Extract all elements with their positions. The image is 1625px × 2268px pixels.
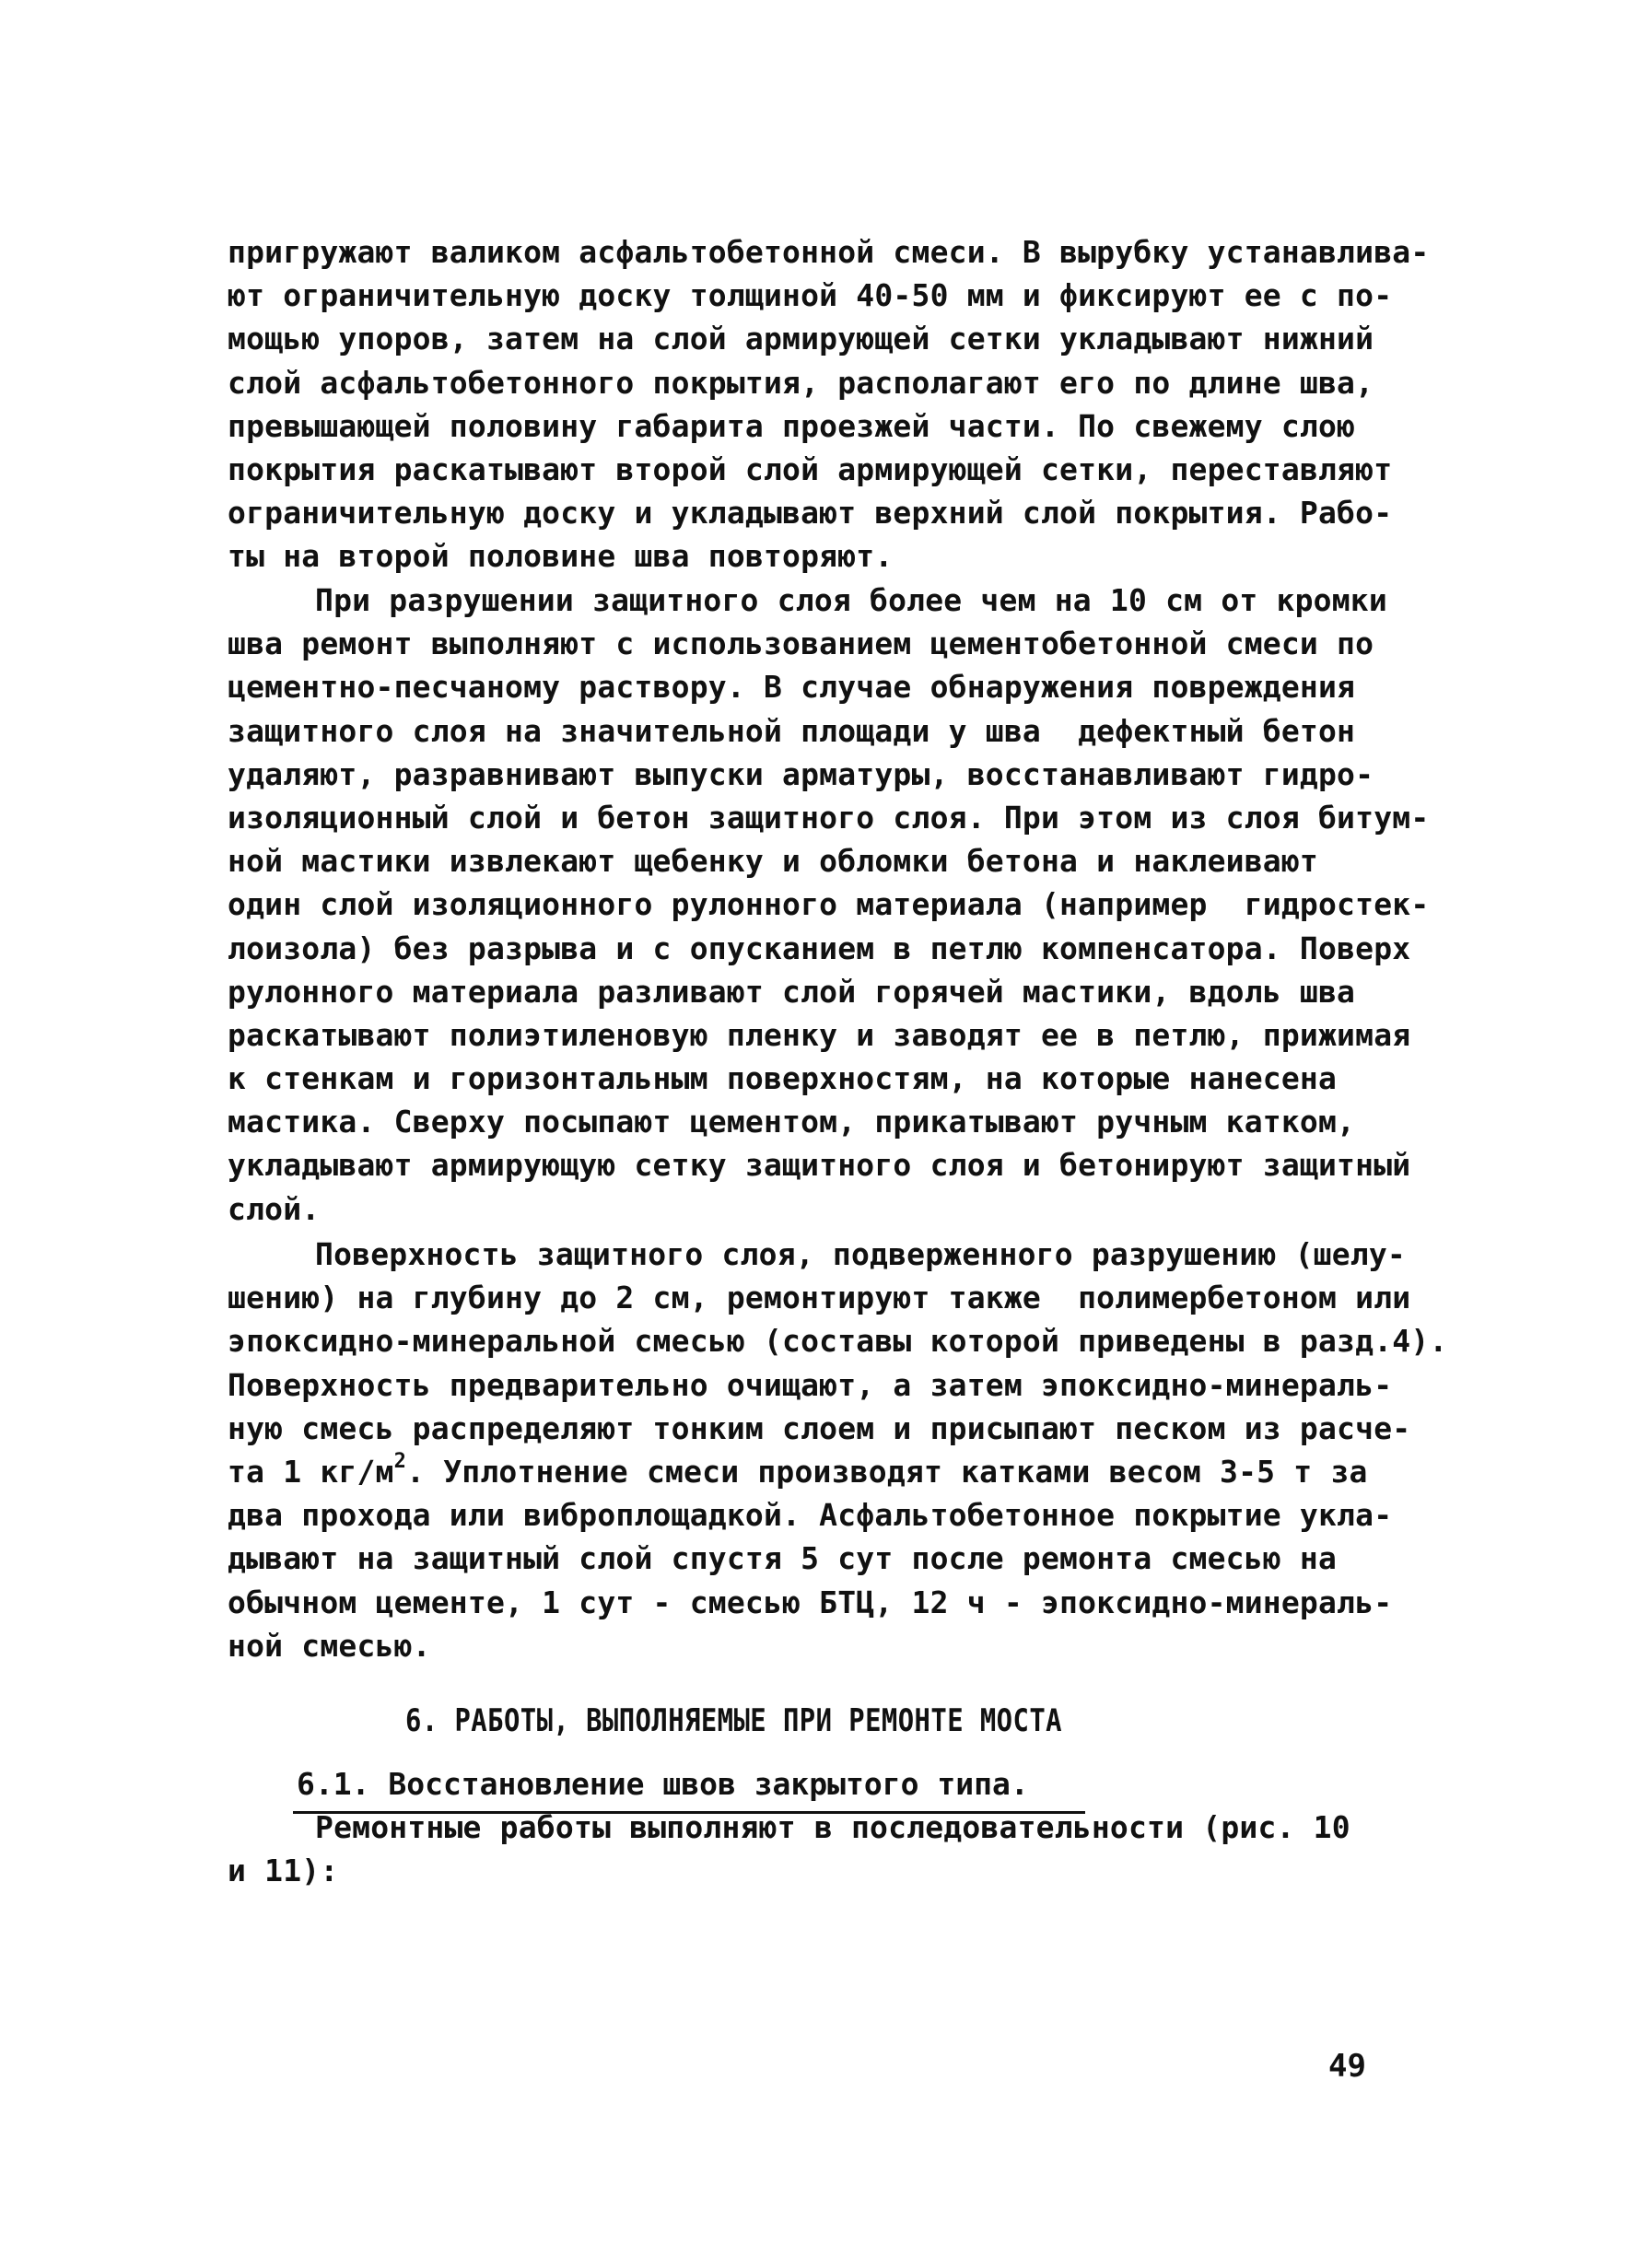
text-line: пригружают валиком асфальтобетонной смеси. В вырубку устанавлива- [228,234,1430,270]
unit-exponent: 2 [393,1449,407,1473]
text-line: ную смесь распределяют тонким слоем и присыпают песком из расче- [228,1409,1411,1446]
subsection-heading: 6.1. Восстановление швов закрытого типа. [297,1766,1029,1802]
text-line: слой. [228,1190,321,1227]
paragraph-1 [228,230,1430,579]
text-line: ной мастики извлекают щебенку и обломки бетона и наклеивают [228,843,1318,880]
text-line: Поверхность предварительно очищают, а затем эпоксидно-минераль- [228,1366,1393,1403]
paragraph-2 [228,579,1430,1231]
text-line: Ремонтные работы выполняют в последовательности (рис. 10 [315,1809,1350,1845]
text-line: шва ремонт выполняют с использованием цементобетонной смеси по [228,625,1374,662]
text-line: к стенкам и горизонтальным поверхностям, на которые нанесена [228,1060,1338,1097]
text-line: один слой изоляционного рулонного материала (например гидростек- [228,886,1430,923]
unit-line-after: . Уплотнение смеси производят катками весом 3-5 т за [406,1453,1368,1490]
text-line: цементно-песчаному раствору. В случае обнаружения повреждения [228,669,1356,706]
text-line: ной смесью. [228,1627,431,1664]
text-line: укладывают армирующую сетку защитного слоя и бетонируют защитный [228,1147,1411,1184]
text-line: дывают на защитный слой спустя 5 сут после ремонта смесью на [228,1540,1338,1577]
text-line-with-unit [228,1450,1397,1493]
text-line: два прохода или виброплощадкой. Асфальтобетонное покрытие укла- [228,1497,1393,1534]
text-line: обычном цементе, 1 сут - смесью БТЦ, 12 ч - эпоксидно-минераль- [228,1584,1393,1620]
text-line: Поверхность защитного слоя, подверженного разрушению (шелу- [315,1236,1406,1272]
text-line: эпоксидно-минеральной смесью (составы которой приведены в разд.4). [228,1323,1448,1360]
text-line: изоляционный слой и бетон защитного слоя. При этом из слоя битум- [228,799,1430,836]
text-line: рулонного материала разливают слой горячей мастики, вдоль шва [228,973,1356,1010]
text-line: ограничительную доску и укладывают верхний слой покрытия. Рабо- [228,495,1393,532]
text-line: При разрушении защитного слоя более чем на 10 см от кромки [315,582,1387,618]
text-line: превышающей половину габарита проезжей части. По свежему слою [228,407,1356,444]
paragraph-4 [228,1806,1397,1892]
text-line: покрытия раскатывают второй слой армирующей сетки, переставляют [228,450,1393,487]
section-heading: 6. РАБОТЫ, ВЫПОЛНЯЕМЫЕ ПРИ РЕМОНТЕ МОСТА [405,1702,1062,1739]
unit-line-before: та 1 кг/м [228,1453,394,1490]
text-line: защитного слоя на значительной площади у шва дефектный бетон [228,712,1356,749]
text-line: раскатывают полиэтиленовую пленку и заводят ее в петлю, прижимая [228,1016,1411,1053]
text-line: слой асфальтобетонного покрытия, располагают его по длине шва, [228,364,1374,401]
text-line: мощью упоров, затем на слой армирующей сетки укладывают нижний [228,321,1374,357]
text-line: шению) на глубину до 2 см, ремонтируют также полимербетоном или [228,1280,1411,1316]
paragraph-3 [228,1233,1448,1667]
text-line: ты на второй половине шва повторяют. [228,538,894,575]
text-line: мастика. Сверху посыпают цементом, прикатывают ручным катком, [228,1104,1356,1140]
text-line: и 11): [228,1853,339,1889]
page-number: 49 [1328,2048,1366,2085]
text-line: лоизола) без разрыва и с опусканием в петлю компенсатора. Поверх [228,929,1411,966]
text-line: удаляют, разравнивают выпуски арматуры, восстанавливают гидро- [228,755,1374,792]
text-line: ют ограничительную доску толщиной 40-50 мм и фиксируют ее с по- [228,277,1393,314]
